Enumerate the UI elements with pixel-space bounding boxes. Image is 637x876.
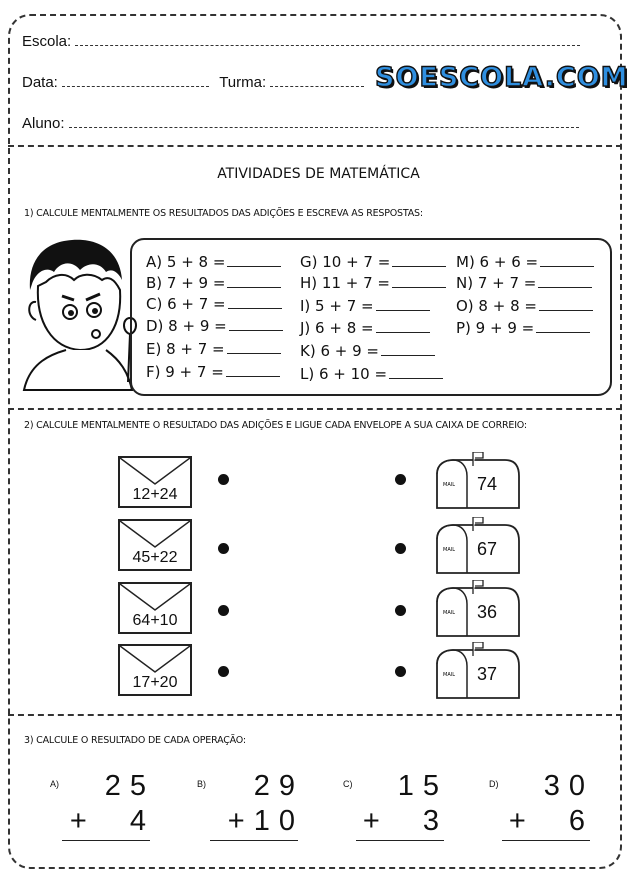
turma-label: Turma: xyxy=(219,74,267,91)
answer-line[interactable] xyxy=(376,298,430,311)
exercise-l[interactable] xyxy=(300,365,443,383)
answer-line[interactable] xyxy=(376,320,430,333)
answer-line[interactable] xyxy=(381,343,435,356)
envelope-connector-dot[interactable] xyxy=(218,605,229,616)
operation-b-bottom: +10 xyxy=(227,805,304,837)
section3-instruction: 3) CALCULE O RESULTADO DE CADA OPERAÇÃO: xyxy=(24,735,246,746)
envelope-connector-dot[interactable] xyxy=(218,474,229,485)
mailbox-connector-dot[interactable] xyxy=(395,543,406,554)
exercise-j[interactable] xyxy=(300,319,430,337)
answer-line[interactable] xyxy=(392,254,446,267)
operation-d-bottom: + 6 xyxy=(508,805,594,837)
exercise-b[interactable] xyxy=(146,274,281,292)
answer-line[interactable] xyxy=(536,320,590,333)
escola-field[interactable] xyxy=(75,33,580,46)
exercise-i[interactable] xyxy=(300,297,430,315)
exercise-m[interactable] xyxy=(456,253,594,271)
exercise-k-text: K) 6 + 9 = xyxy=(300,342,379,360)
exercise-d-text: D) 8 + 9 = xyxy=(146,317,227,335)
page-title: ATIVIDADES DE MATEMÁTICA xyxy=(217,166,420,182)
header-divider xyxy=(8,145,622,147)
soescola-logo: SOESCOLA.COM xyxy=(375,62,629,93)
mailbox[interactable] xyxy=(435,642,521,700)
section1-instruction: 1) CALCULE MENTALMENTE OS RESULTADOS DAS ADIÇÕES E ESCREVA AS RESPOSTAS: xyxy=(24,208,423,219)
data-row xyxy=(22,74,364,91)
exercise-o-text: O) 8 + 8 = xyxy=(456,297,537,315)
exercise-j-text: J) 6 + 8 = xyxy=(300,319,374,337)
answer-line[interactable] xyxy=(227,341,281,354)
data-label: Data: xyxy=(22,74,58,91)
exercise-p-text: P) 9 + 9 = xyxy=(456,319,535,337)
mailbox[interactable] xyxy=(435,517,521,575)
answer-line[interactable] xyxy=(539,298,593,311)
mailbox-number: 37 xyxy=(477,664,498,684)
operation-d-top: 30 xyxy=(543,770,594,802)
operation-d-label: D) xyxy=(489,779,499,789)
envelope-sum: 64+10 xyxy=(132,612,178,629)
mailbox-connector-dot[interactable] xyxy=(395,605,406,616)
operation-c-top: 15 xyxy=(397,770,448,802)
mailbox-number: 74 xyxy=(477,474,498,494)
mailbox[interactable] xyxy=(435,452,521,510)
section2-instruction: 2) CALCULE MENTALMENTE O RESULTADO DAS ADIÇÕES E LIGUE CADA ENVELOPE A SUA CAIXA DE CORREIO: xyxy=(24,420,527,431)
exercise-n-text: N) 7 + 7 = xyxy=(456,274,537,292)
envelope-sum: 45+22 xyxy=(132,549,178,566)
envelope[interactable] xyxy=(118,582,192,634)
svg-text:MAIL: MAIL xyxy=(443,610,455,616)
operation-a-top: 25 xyxy=(104,770,155,802)
exercise-i-text: I) 5 + 7 = xyxy=(300,297,374,315)
operation-d-result-line[interactable] xyxy=(502,840,590,841)
envelope[interactable] xyxy=(118,519,192,571)
exercise-g-text: G) 10 + 7 = xyxy=(300,253,391,271)
answer-line[interactable] xyxy=(538,275,592,288)
operation-b-result-line[interactable] xyxy=(210,840,298,841)
envelope[interactable] xyxy=(118,456,192,508)
exercise-p[interactable] xyxy=(456,319,590,337)
exercise-h[interactable] xyxy=(300,274,446,292)
answer-line[interactable] xyxy=(392,275,446,288)
answer-line[interactable] xyxy=(226,364,280,377)
mailbox[interactable] xyxy=(435,580,521,638)
exercise-m-text: M) 6 + 6 = xyxy=(456,253,539,271)
svg-text:MAIL: MAIL xyxy=(443,482,455,488)
exercise-a[interactable] xyxy=(146,253,281,271)
exercise-e-text: E) 8 + 7 = xyxy=(146,340,225,358)
operation-c-bottom: + 3 xyxy=(362,805,448,837)
mailbox-connector-dot[interactable] xyxy=(395,666,406,677)
operation-a-bottom: + 4 xyxy=(69,805,155,837)
answer-line[interactable] xyxy=(228,296,282,309)
mailbox-connector-dot[interactable] xyxy=(395,474,406,485)
answer-line[interactable] xyxy=(227,254,281,267)
operation-c-label: C) xyxy=(343,779,353,789)
data-field[interactable] xyxy=(62,74,209,87)
section1-divider xyxy=(8,408,622,410)
exercise-b-text: B) 7 + 9 = xyxy=(146,274,226,292)
svg-text:MAIL: MAIL xyxy=(443,547,455,553)
operation-b-top: 29 xyxy=(253,770,304,802)
exercise-k[interactable] xyxy=(300,342,435,360)
envelope[interactable] xyxy=(118,644,192,696)
envelope-connector-dot[interactable] xyxy=(218,543,229,554)
svg-text:MAIL: MAIL xyxy=(443,672,455,678)
exercise-n[interactable] xyxy=(456,274,592,292)
exercise-h-text: H) 11 + 7 = xyxy=(300,274,390,292)
operation-a-label: A) xyxy=(50,779,59,789)
exercise-l-text: L) 6 + 10 = xyxy=(300,365,388,383)
operation-a-result-line[interactable] xyxy=(62,840,150,841)
answer-line[interactable] xyxy=(389,366,443,379)
exercise-c[interactable] xyxy=(146,295,282,313)
answer-line[interactable] xyxy=(229,318,283,331)
escola-label: Escola: xyxy=(22,33,72,50)
exercise-g[interactable] xyxy=(300,253,446,271)
exercise-a-text: A) 5 + 8 = xyxy=(146,253,226,271)
exercise-e[interactable] xyxy=(146,340,281,358)
envelope-sum: 12+24 xyxy=(132,486,178,503)
exercise-d[interactable] xyxy=(146,317,283,335)
exercise-f-text: F) 9 + 7 = xyxy=(146,363,224,381)
exercise-f[interactable] xyxy=(146,363,280,381)
turma-field[interactable] xyxy=(270,74,364,87)
section2-divider xyxy=(8,714,622,716)
answer-line[interactable] xyxy=(227,275,281,288)
mailbox-number: 36 xyxy=(477,602,498,622)
exercise-o[interactable] xyxy=(456,297,593,315)
operation-b-label: B) xyxy=(197,779,206,789)
exercise-c-text: C) 6 + 7 = xyxy=(146,295,226,313)
envelope-sum: 17+20 xyxy=(132,674,178,691)
aluno-label: Aluno: xyxy=(22,115,65,132)
operation-c-result-line[interactable] xyxy=(356,840,444,841)
mailbox-number: 67 xyxy=(477,539,498,559)
boy-illustration xyxy=(22,232,138,392)
escola-row xyxy=(22,33,580,50)
envelope-connector-dot[interactable] xyxy=(218,666,229,677)
answer-line[interactable] xyxy=(540,254,594,267)
aluno-row xyxy=(22,115,579,132)
aluno-field[interactable] xyxy=(69,115,579,128)
